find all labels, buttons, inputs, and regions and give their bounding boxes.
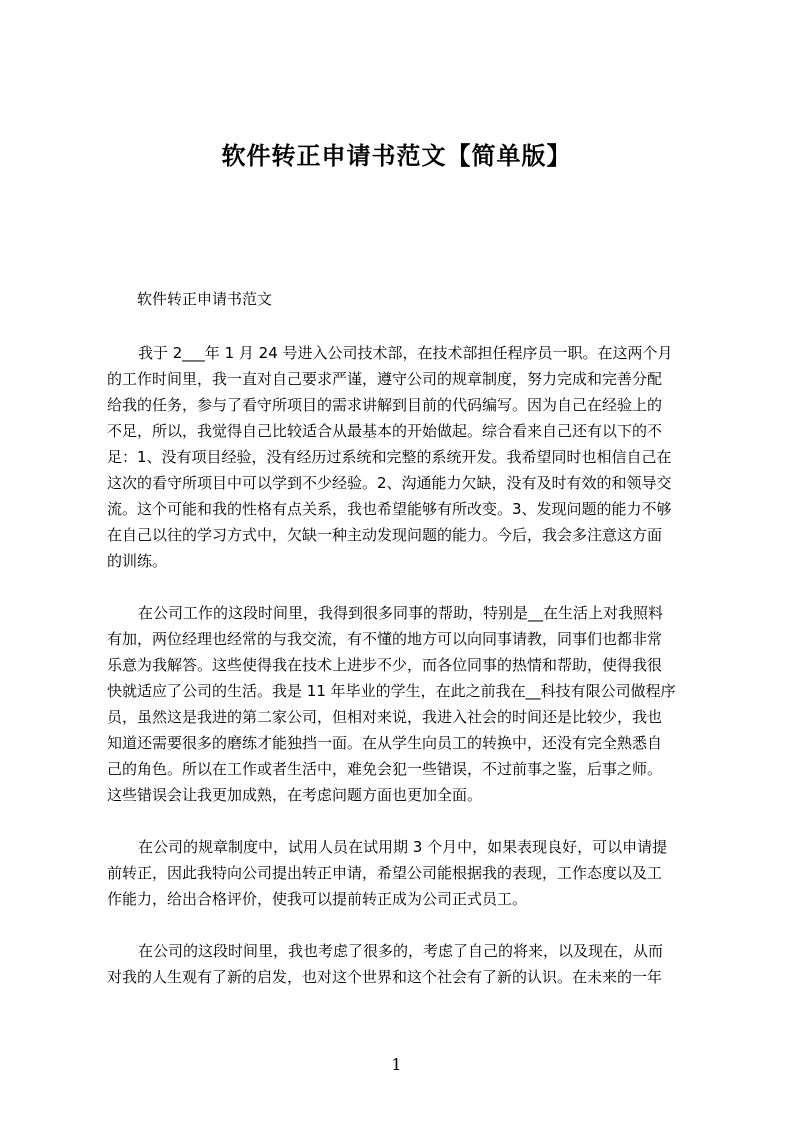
paragraph-gap	[107, 912, 697, 938]
paragraph-line: 知道还需要很多的磨练才能独挡一面。在从学生向员工的转换中，还没有完全熟悉自	[107, 734, 663, 752]
paragraph-line: 给我的任务，参与了看守所项目的需求讲解到目前的代码编写。因为自己在经验上的	[107, 396, 663, 414]
paragraph-line: 在自己以往的学习方式中，欠缺一种主动发现问题的能力。今后，我会多注意这方面	[107, 526, 663, 544]
document-subtitle: 软件转正申请书范文	[137, 290, 273, 308]
paragraph-line: 流。这个可能和我的性格有点关系，我也希望能够有所改变。3、发现问题的能力不够	[107, 500, 672, 518]
paragraph-line: 乐意为我解答。这些使得我在技术上进步不少，而各位同事的热情和帮助，使得我很	[107, 656, 663, 674]
paragraph-line: 足：1、没有项目经验，没有经历过系统和完整的系统开发。我希望同时也相信自己在	[107, 448, 672, 466]
paragraph-line: 不足，所以，我觉得自己比较适合从最基本的开始做起。综合看来自己还有以下的不	[107, 422, 663, 440]
paragraph-line: 我于 2___年 1 月 24 号进入公司技术部，在技术部担任程序员一职。在这两个月	[138, 344, 673, 362]
paragraph-line: 这次的看守所项目中可以学到不少经验。2、沟通能力欠缺，没有及时有效的和领导交	[107, 474, 672, 492]
document-title: 软件转正申请书范文【简单版】	[221, 142, 572, 170]
paragraph-line: 这些错误会让我更加成熟，在考虑问题方面也更加全面。	[107, 786, 483, 804]
paragraph-line: 对我的人生观有了新的启发，也对这个世界和这个社会有了新的认识。在未来的一年	[107, 968, 663, 986]
paragraph-line: 前转正，因此我特向公司提出转正申请，希望公司能根据我的表现，工作态度以及工	[107, 864, 663, 882]
paragraph-line: 己的角色。所以在工作或者生活中，难免会犯一些错误，不过前事之鉴，后事之师。	[107, 760, 663, 778]
paragraph-gap	[107, 808, 697, 834]
paragraph-line: 有加，两位经理也经常的与我交流，有不懂的地方可以向同事请教，同事们也都非常	[107, 630, 663, 648]
paragraph-line: 的工作时间里，我一直对自己要求严谨，遵守公司的规章制度，努力完成和完善分配	[107, 370, 663, 388]
paragraph-gap	[107, 574, 697, 600]
document-body	[107, 340, 697, 1030]
paragraph-line: 在公司的规章制度中，试用人员在试用期 3 个月中，如果表现良好，可以申请提	[138, 838, 668, 856]
paragraph-line: 在公司的这段时间里，我也考虑了很多的，考虑了自己的将来，以及现在，从而	[138, 942, 664, 960]
paragraph-line: 的训练。	[107, 552, 168, 570]
paragraph-line: 员，虽然这是我进的第二家公司，但相对来说，我进入社会的时间还是比较少，我也	[107, 708, 663, 726]
page-number: 1	[391, 1055, 402, 1074]
paragraph-line: 在公司工作的这段时间里，我得到很多同事的帮助，特别是__在生活上对我照料	[138, 604, 664, 622]
paragraph-line: 快就适应了公司的生活。我是 11 年毕业的学生，在此之前我在__科技有限公司做程序	[107, 682, 676, 700]
paragraph-line: 作能力，给出合格评价，使我可以提前转正成为公司正式员工。	[107, 890, 528, 908]
